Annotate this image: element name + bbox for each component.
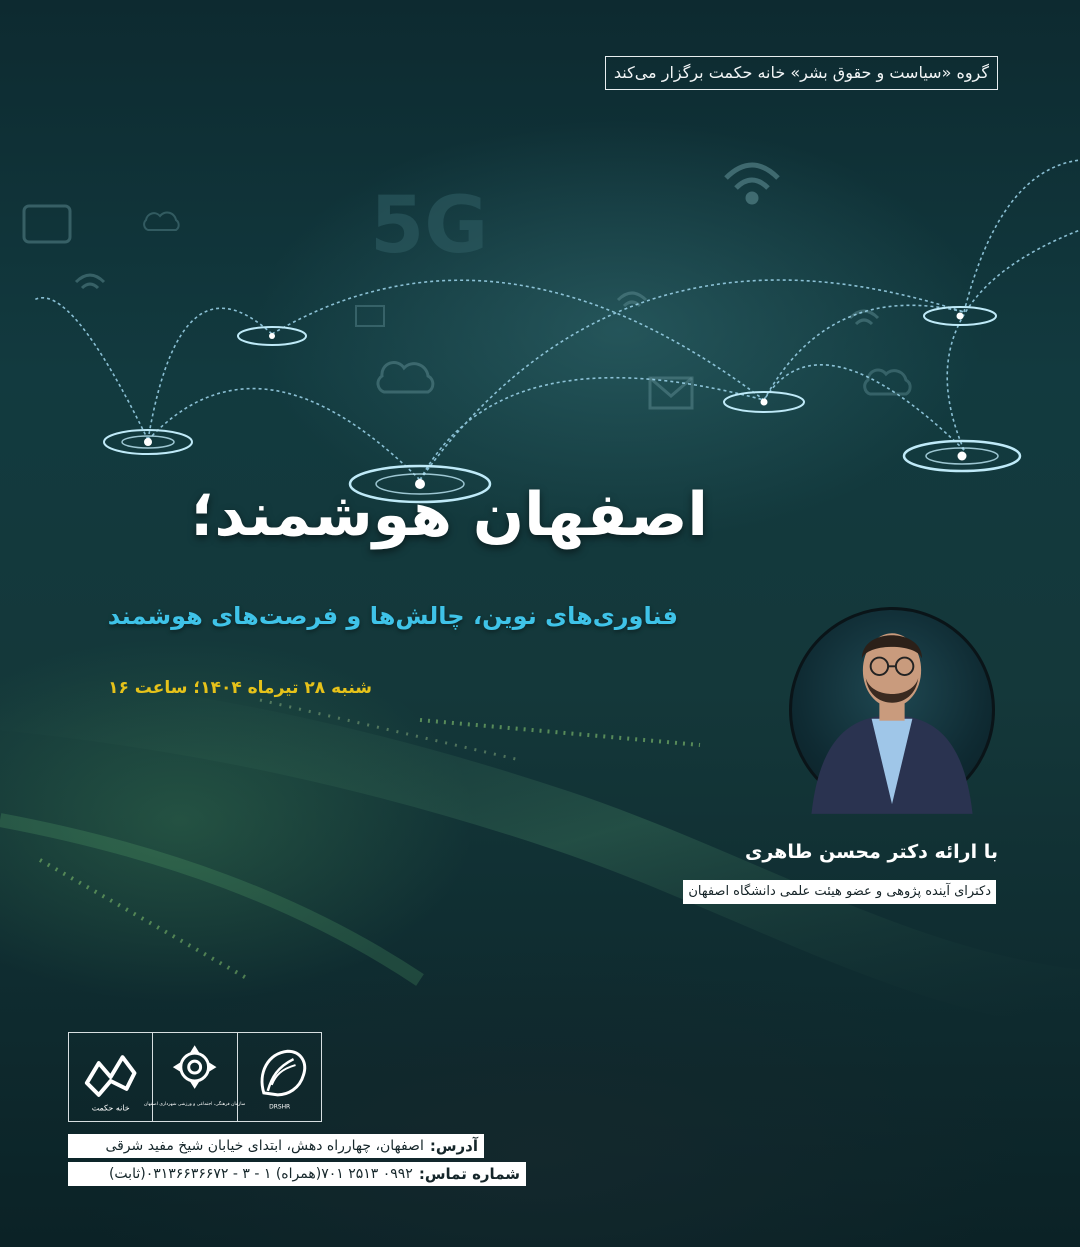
mail-icon bbox=[356, 306, 384, 326]
network-node bbox=[724, 392, 804, 412]
sponsor-logos bbox=[68, 1032, 322, 1122]
event-title: اصفهان هوشمند؛ bbox=[190, 480, 708, 550]
chat-bubble-icon bbox=[24, 206, 70, 242]
wifi-icon bbox=[618, 293, 646, 306]
phone-value: ۰۹۹۲ ۲۵۱۳ ۷۰۱(همراه) ۱ - ۳ - ۰۳۱۳۶۶۳۶۶۷۲(ثابت) bbox=[108, 1166, 413, 1182]
cloud-icon bbox=[865, 370, 910, 394]
cloud-icon bbox=[378, 362, 433, 392]
city-road-glow bbox=[0, 820, 420, 980]
hekmat-house-logo bbox=[69, 1033, 153, 1121]
hekmat-logo-caption: خانه حکمت bbox=[91, 1103, 130, 1113]
speaker-photo bbox=[789, 607, 995, 813]
wifi-icon bbox=[726, 165, 778, 202]
third-logo-caption: DRSHR bbox=[268, 1103, 290, 1111]
wifi-icon bbox=[850, 311, 878, 324]
event-datetime: شنبه ۲۸ تیرماه ۱۴۰۴؛ ساعت ۱۶ bbox=[108, 678, 372, 698]
feather-head-logo bbox=[238, 1033, 321, 1121]
network-node bbox=[904, 441, 1020, 471]
address-row bbox=[68, 1134, 484, 1158]
address-label: آدرس: bbox=[429, 1137, 478, 1155]
city-light-dots bbox=[420, 720, 700, 745]
network-node bbox=[238, 327, 306, 345]
cloud-icon bbox=[144, 212, 179, 230]
sazman-logo-caption: سازمان فرهنگی، اجتماعی و ورزشی شهرداری اصفهان bbox=[144, 1101, 246, 1107]
presenter-name: با ارائه دکتر محسن طاهری bbox=[744, 841, 998, 863]
phone-row bbox=[68, 1162, 526, 1186]
network-node bbox=[104, 430, 192, 454]
phone-label: شماره تماس: bbox=[418, 1165, 520, 1183]
presenter-affiliation: دکترای آینده پژوهی و عضو هیئت علمی دانشگاه اصفهان bbox=[683, 880, 996, 904]
organizer-label: گروه «سیاست و حقوق بشر» خانه حکمت برگزار می‌کند bbox=[605, 56, 998, 90]
wifi-icon bbox=[76, 275, 104, 288]
network-arcs bbox=[34, 160, 1080, 480]
address-value: اصفهان، چهارراه دهش، ابتدای خیابان شیخ مفید شرقی bbox=[105, 1138, 424, 1154]
text-5g-watermark: 5G bbox=[370, 181, 489, 271]
municipality-cultural-org-logo bbox=[144, 1033, 246, 1121]
event-subtitle: فناوری‌های نوین، چالش‌ها و فرصت‌های هوشمند bbox=[107, 602, 678, 630]
